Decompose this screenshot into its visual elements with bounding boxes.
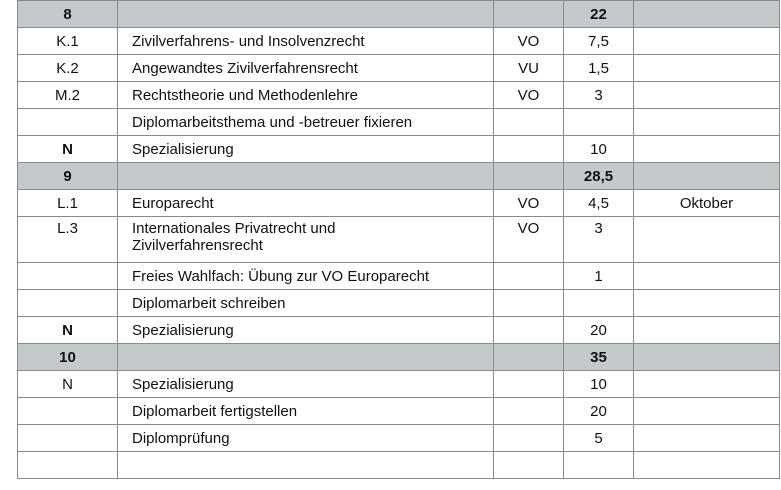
course-ects	[564, 109, 634, 136]
course-title: Diplomprüfung	[118, 425, 494, 452]
semester-type-cell	[494, 1, 564, 28]
course-code	[18, 109, 118, 136]
table-row	[18, 28, 780, 55]
course-month	[634, 290, 780, 317]
course-code: K.1	[18, 28, 118, 55]
course-code: N	[18, 371, 118, 398]
course-type	[494, 263, 564, 290]
course-type	[494, 290, 564, 317]
table-row	[18, 317, 780, 344]
course-code: L.3	[18, 217, 118, 263]
course-title-line1: Internationales Privatrecht und	[132, 220, 336, 237]
table-row	[18, 290, 780, 317]
semester-title-cell	[118, 163, 494, 190]
course-code	[18, 263, 118, 290]
course-ects: 10	[564, 371, 634, 398]
semester-number: 10	[18, 344, 118, 371]
course-ects	[564, 290, 634, 317]
semester-ects-total: 28,5	[564, 163, 634, 190]
semester-type-cell	[494, 163, 564, 190]
table-row	[18, 82, 780, 109]
course-ects: 4,5	[564, 190, 634, 217]
course-ects: 20	[564, 398, 634, 425]
table-row	[18, 136, 780, 163]
course-ects: 1	[564, 263, 634, 290]
table-row	[18, 190, 780, 217]
semester-title-cell	[118, 1, 494, 28]
course-month	[634, 55, 780, 82]
semester-header-row	[18, 1, 780, 28]
course-title: Diplomarbeitsthema und -betreuer fixieren	[118, 109, 494, 136]
course-type: VO	[494, 190, 564, 217]
course-month	[634, 317, 780, 344]
course-month	[634, 217, 780, 263]
semester-ects-total: 35	[564, 344, 634, 371]
course-type: VO	[494, 217, 564, 263]
course-code	[18, 398, 118, 425]
course-ects: 3	[564, 82, 634, 109]
semester-type-cell	[494, 344, 564, 371]
course-type	[494, 398, 564, 425]
course-ects: 7,5	[564, 28, 634, 55]
course-title: Spezialisierung	[118, 317, 494, 344]
course-type: VU	[494, 55, 564, 82]
course-month: Oktober	[634, 190, 780, 217]
course-month	[634, 109, 780, 136]
course-month	[634, 136, 780, 163]
table-row	[18, 452, 780, 479]
course-code: L.1	[18, 190, 118, 217]
study-plan-table	[17, 0, 780, 479]
course-code	[18, 452, 118, 479]
table-row	[18, 217, 780, 263]
course-ects: 5	[564, 425, 634, 452]
course-type	[494, 317, 564, 344]
course-code: N	[18, 136, 118, 163]
semester-number: 8	[18, 1, 118, 28]
course-month	[634, 452, 780, 479]
course-title: Europarecht	[118, 190, 494, 217]
course-code	[18, 425, 118, 452]
course-type	[494, 452, 564, 479]
table-row	[18, 55, 780, 82]
course-month	[634, 398, 780, 425]
course-type	[494, 109, 564, 136]
course-type: VO	[494, 82, 564, 109]
course-ects	[564, 452, 634, 479]
course-title: Spezialisierung	[118, 136, 494, 163]
course-ects: 20	[564, 317, 634, 344]
course-month	[634, 82, 780, 109]
course-ects: 10	[564, 136, 634, 163]
semester-month-cell	[634, 1, 780, 28]
course-title	[118, 452, 494, 479]
table-row	[18, 425, 780, 452]
course-title: Zivilverfahrens- und Insolvenzrecht	[118, 28, 494, 55]
course-month	[634, 28, 780, 55]
semester-number: 9	[18, 163, 118, 190]
course-month	[634, 371, 780, 398]
semester-header-row	[18, 163, 780, 190]
table-row	[18, 109, 780, 136]
course-type	[494, 425, 564, 452]
table-row	[18, 371, 780, 398]
semester-month-cell	[634, 163, 780, 190]
course-title: Rechtstheorie und Methodenlehre	[118, 82, 494, 109]
course-title: Angewandtes Zivilverfahrensrecht	[118, 55, 494, 82]
course-month	[634, 425, 780, 452]
course-title: Diplomarbeit fertigstellen	[118, 398, 494, 425]
course-code: K.2	[18, 55, 118, 82]
table-row	[18, 263, 780, 290]
course-ects: 1,5	[564, 55, 634, 82]
course-code	[18, 290, 118, 317]
course-title: Spezialisierung	[118, 371, 494, 398]
course-code: M.2	[18, 82, 118, 109]
semester-title-cell	[118, 344, 494, 371]
course-title: Diplomarbeit schreiben	[118, 290, 494, 317]
course-type: VO	[494, 28, 564, 55]
course-type	[494, 136, 564, 163]
course-title	[118, 217, 494, 263]
semester-header-row	[18, 344, 780, 371]
table-row	[18, 398, 780, 425]
course-title-line2: Zivilverfahrensrecht	[132, 237, 263, 254]
semester-month-cell	[634, 344, 780, 371]
course-ects: 3	[564, 217, 634, 263]
course-title: Freies Wahlfach: Übung zur VO Europarecht	[118, 263, 494, 290]
course-code: N	[18, 317, 118, 344]
course-month	[634, 263, 780, 290]
semester-ects-total: 22	[564, 1, 634, 28]
course-type	[494, 371, 564, 398]
